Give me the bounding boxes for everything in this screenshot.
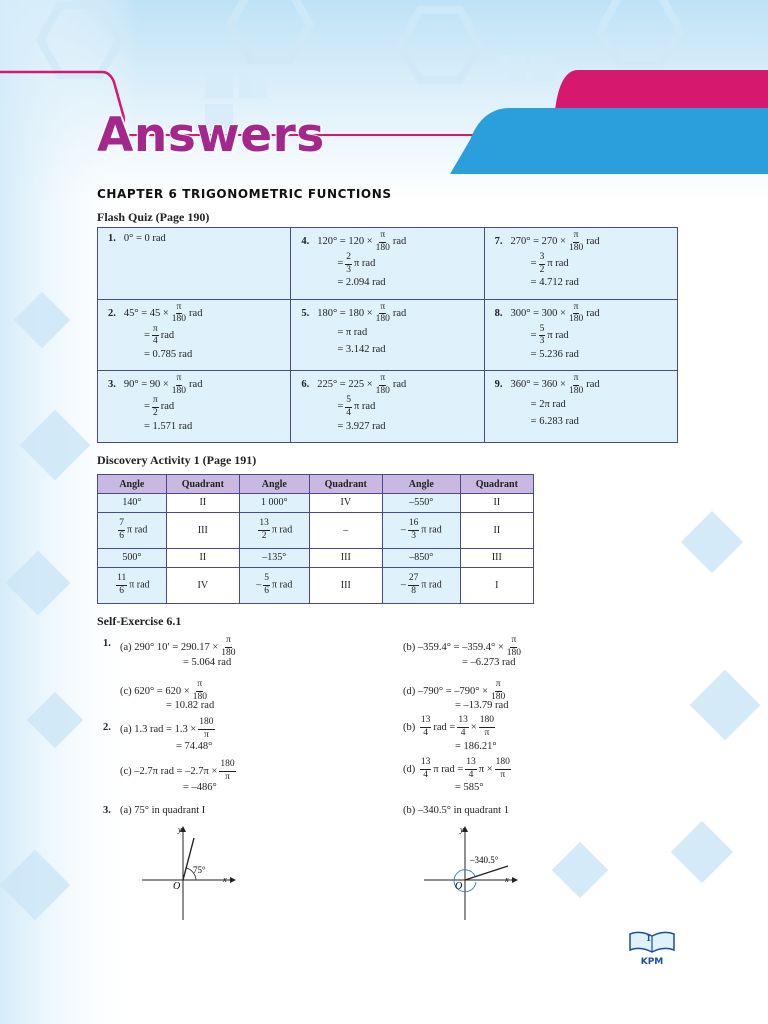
quiz-line — [495, 275, 673, 292]
quiz-expression: rad — [160, 329, 175, 341]
question-number: 1. — [108, 233, 116, 245]
quiz-expression: = — [337, 401, 344, 413]
quadrant-cell: II — [460, 494, 533, 513]
quiz-line — [301, 253, 479, 275]
quadrant-cell: III — [309, 567, 382, 603]
column-header: Quadrant — [166, 475, 239, 494]
quiz-expression: 45° = 45 × — [123, 307, 169, 319]
quadrant-cell: II — [166, 494, 239, 513]
quiz-expression: 180° = 180 × — [317, 307, 373, 319]
fraction: $\frac{13}{4}$ — [466, 757, 476, 780]
quiz-line — [301, 275, 479, 292]
unit-label: rad — [392, 307, 407, 319]
quadrant-cell: II — [166, 548, 239, 567]
quiz-expression: = — [530, 329, 537, 341]
quiz-line — [495, 347, 673, 364]
column-header: Quadrant — [309, 475, 382, 494]
q3b-text: (b) –340.5° in quadrant 1 — [403, 805, 509, 816]
quiz-cell — [484, 371, 677, 443]
page-number: 1 — [646, 933, 651, 944]
quiz-line — [495, 325, 673, 347]
q2c-line2: = –486° — [183, 782, 217, 793]
column-header: Angle — [382, 475, 460, 494]
fraction: $\frac{\pi}{180}$ — [568, 230, 584, 253]
quiz-expression: rad — [160, 401, 175, 413]
q1d-line1: (d) –790° = –790° × $\frac{\pi}{180}$ — [403, 679, 506, 702]
fraction: $\frac{27}{8}$ — [408, 573, 419, 596]
quiz-line — [301, 342, 479, 359]
column-header: Angle — [98, 475, 167, 494]
discovery-title: Discovery Activity 1 (Page 191) — [97, 453, 257, 467]
q1b-line1: (b) –359.4° = –359.4° × $\frac{\pi}{180}$ — [403, 635, 521, 658]
fraction: $\frac{3}{2}$ — [539, 252, 545, 275]
quiz-line — [108, 396, 286, 418]
q3-number: 3. — [103, 805, 111, 816]
x-axis-label: x — [223, 875, 227, 884]
q1c-line1: (c) 620° = 620 × $\frac{\pi}{180}$ — [120, 679, 207, 702]
quiz-line — [301, 418, 479, 435]
fraction: $\frac{180}{\pi}$ — [479, 715, 495, 738]
angle-cell: – $\frac{5}{6}$ π rad — [239, 567, 309, 603]
quiz-expression: 0° = 0 rad — [123, 233, 166, 245]
self-exercise-title: Self-Exercise 6.1 — [97, 614, 182, 628]
flash-quiz-table — [97, 227, 678, 443]
angle-cell: 1 000° — [239, 494, 309, 513]
quiz-line — [108, 325, 286, 347]
quadrant-cell: IV — [309, 494, 382, 513]
quiz-cell — [484, 228, 677, 300]
fraction: $\frac{\pi}{180}$ — [568, 301, 584, 325]
quiz-expression: 300° = 300 × — [510, 307, 566, 319]
quiz-line — [301, 374, 479, 396]
table-header-row — [98, 475, 534, 494]
unit-label: rad — [392, 235, 407, 247]
angle-label: –340.5° — [470, 855, 499, 865]
quiz-line — [108, 374, 286, 396]
fraction: $\frac{180}{\pi}$ — [220, 759, 235, 782]
question-number: 6. — [301, 379, 310, 391]
fraction: $\frac{13}{4}$ — [420, 715, 431, 738]
origin-label: O — [455, 881, 463, 892]
q2c-line1: (c) –2.7π rad = –2.7π × $\frac{180}{\pi}$ — [120, 759, 235, 782]
fraction: $\frac{13}{2}$ — [259, 518, 269, 541]
quadrant-cell: III — [166, 512, 239, 548]
book-icon — [624, 928, 680, 954]
quiz-line — [301, 396, 479, 418]
quiz-result: = 1.571 rad — [144, 420, 193, 432]
y-axis-label: y — [178, 825, 182, 834]
quiz-cell — [484, 299, 677, 371]
question-number: 2. — [108, 307, 116, 319]
table-row — [98, 371, 678, 443]
quiz-line — [495, 231, 673, 253]
quiz-expression: 120° = 120 × — [317, 235, 373, 247]
quiz-expression: = — [530, 257, 537, 269]
quiz-result: = 4.712 rad — [530, 277, 579, 289]
angle-cell: –550° — [382, 494, 460, 513]
chapter-heading: CHAPTER 6 TRIGONOMETRIC FUNCTIONS — [97, 187, 392, 201]
quiz-line — [495, 374, 673, 396]
quiz-cell — [291, 371, 484, 443]
fraction: $\frac{5}{6}$ — [264, 573, 269, 596]
quiz-cell — [98, 371, 291, 443]
angle-cell: $\frac{7}{6}$ π rad — [98, 512, 167, 548]
quiz-expression: = 2π rad — [530, 398, 566, 410]
fraction: $\frac{\pi}{180}$ — [506, 635, 521, 658]
quiz-line — [301, 325, 479, 342]
question-number: 5. — [301, 307, 310, 319]
origin-label: O — [173, 881, 181, 892]
quiz-expression: = — [144, 401, 150, 413]
angle-cell: –850° — [382, 548, 460, 567]
quiz-expression: π rad — [547, 257, 569, 269]
fraction: $\frac{\pi}{180}$ — [171, 301, 187, 325]
unit-label: rad — [189, 379, 203, 391]
quiz-cell — [98, 299, 291, 371]
fraction: $\frac{\pi}{4}$ — [152, 323, 158, 347]
quiz-line — [108, 303, 286, 325]
fraction: $\frac{180}{\pi}$ — [199, 717, 214, 740]
fraction: $\frac{\pi}{180}$ — [221, 635, 236, 658]
angle-cell: 140° — [98, 494, 167, 513]
quadrant-cell: III — [309, 548, 382, 567]
table-row — [98, 228, 678, 300]
table-row — [98, 548, 534, 567]
q1-number: 1. — [103, 638, 111, 649]
logo-text: KPM — [640, 957, 664, 967]
angle-graph-75 — [138, 822, 238, 922]
question-number: 3. — [108, 379, 116, 391]
unit-label: rad — [586, 307, 600, 319]
quiz-result: = 6.283 rad — [530, 415, 579, 427]
q1d-line2: = –13.79 rad — [455, 700, 509, 711]
quiz-expression: 270° = 270 × — [510, 235, 566, 247]
angle-graph-neg340 — [420, 822, 520, 922]
fraction: $\frac{11}{6}$ — [117, 573, 127, 596]
quiz-line — [108, 231, 286, 248]
quiz-line — [108, 418, 286, 435]
quiz-result: = 3.142 rad — [337, 344, 386, 356]
angle-cell: – $\frac{16}{3}$ π rad — [382, 512, 460, 548]
quiz-line — [495, 396, 673, 413]
fraction: $\frac{\pi}{180}$ — [171, 373, 187, 396]
flash-quiz-title: Flash Quiz (Page 190) — [97, 210, 210, 224]
quadrant-cell: II — [460, 512, 533, 548]
x-axis-label: x — [505, 875, 509, 884]
q1c-line2: = 10.82 rad — [166, 700, 215, 711]
question-number: 8. — [494, 307, 503, 319]
fraction: $\frac{\pi}{180}$ — [375, 301, 390, 325]
fraction: $\frac{5}{3}$ — [539, 323, 545, 347]
unit-label: rad — [392, 379, 407, 391]
angle-cell: $\frac{11}{6}$ π rad — [98, 567, 167, 603]
quadrant-cell: III — [460, 548, 533, 567]
question-number: 7. — [494, 235, 503, 247]
quiz-expression: 225° = 225 × — [317, 379, 373, 391]
fraction: $\frac{\pi}{180}$ — [568, 373, 584, 396]
quiz-expression: π rad — [547, 329, 569, 341]
angle-cell: 500° — [98, 548, 167, 567]
q2-number: 2. — [103, 722, 111, 733]
quiz-expression: 360° = 360 × — [510, 379, 566, 391]
fraction: $\frac{180}{\pi}$ — [495, 757, 510, 780]
question-number: 4. — [301, 235, 310, 247]
discovery-table — [97, 474, 534, 604]
q1b-line2: = –6.273 rad — [462, 657, 516, 668]
quiz-line — [495, 413, 673, 430]
angle-cell: – $\frac{27}{8}$ π rad — [382, 567, 460, 603]
q1a-line1: (a) 290° 10′ = 290.17 × $\frac{\pi}{180}$ — [120, 635, 236, 658]
quiz-line — [495, 303, 673, 325]
quiz-cell — [291, 228, 484, 300]
fraction: $\frac{16}{3}$ — [408, 518, 419, 541]
column-header: Angle — [239, 475, 309, 494]
quiz-cell — [98, 228, 291, 300]
y-axis-label: y — [460, 825, 464, 834]
table-row — [98, 567, 534, 603]
q2a-line2: = 74.48° — [176, 741, 213, 752]
quiz-expression: π rad — [354, 257, 376, 269]
unit-label: rad — [586, 235, 600, 247]
q2b-line1: (b) $\frac{13}{4}$ rad = $\frac{13}{4}$ × $\frac{180}{\pi}$ — [403, 715, 495, 738]
quiz-result: = 2.094 rad — [337, 277, 386, 289]
quiz-cell — [291, 299, 484, 371]
fraction: $\frac{\pi}{180}$ — [375, 373, 390, 396]
fraction: $\frac{\pi}{180}$ — [375, 230, 390, 253]
angle-label: 75° — [193, 865, 206, 875]
quiz-expression: π rad — [354, 401, 376, 413]
quiz-expression: = — [144, 329, 150, 341]
fraction: $\frac{\pi}{180}$ — [192, 679, 207, 702]
fraction: $\frac{13}{4}$ — [458, 715, 468, 738]
q1a-line2: = 5.064 rad — [183, 657, 232, 668]
table-row — [98, 494, 534, 513]
quiz-line — [495, 253, 673, 275]
fraction: $\frac{\pi}{2}$ — [152, 395, 158, 418]
page-title: Answers — [97, 108, 325, 163]
table-row — [98, 512, 534, 548]
q2d-line1: (d) $\frac{13}{4}$ π rad = $\frac{13}{4}$ π × $\frac{180}{\pi}$ — [403, 757, 510, 780]
quiz-result: = 0.785 rad — [144, 349, 193, 361]
q2b-line2: = 186.21° — [455, 741, 497, 752]
quadrant-cell: IV — [166, 567, 239, 603]
unit-label: rad — [586, 379, 600, 391]
quiz-expression: 90° = 90 × — [123, 379, 169, 391]
fraction: $\frac{13}{4}$ — [420, 757, 431, 780]
q3a-text: (a) 75° in quadrant I — [120, 805, 206, 816]
fraction: $\frac{\pi}{180}$ — [490, 679, 506, 702]
quiz-expression: = π rad — [337, 327, 368, 339]
quiz-line — [301, 231, 479, 253]
kpm-logo — [624, 928, 680, 967]
angle-cell: $\frac{13}{2}$ π rad — [239, 512, 309, 548]
column-header: Quadrant — [460, 475, 533, 494]
quadrant-cell: – — [309, 512, 382, 548]
unit-label: rad — [189, 307, 203, 319]
fraction: $\frac{2}{3}$ — [346, 252, 351, 275]
quiz-line — [108, 347, 286, 364]
fraction: $\frac{7}{6}$ — [119, 518, 125, 541]
quadrant-cell: I — [460, 567, 533, 603]
fraction: $\frac{5}{4}$ — [346, 395, 351, 418]
angle-cell: –135° — [239, 548, 309, 567]
quiz-line — [301, 303, 479, 325]
q2a-line1: (a) 1.3 rad = 1.3 × $\frac{180}{\pi}$ — [120, 717, 214, 740]
quiz-result: = 3.927 rad — [337, 420, 386, 432]
quiz-expression: = — [337, 257, 344, 269]
quiz-result: = 5.236 rad — [530, 349, 579, 361]
q2d-line2: = 585° — [455, 782, 484, 793]
question-number: 9. — [494, 379, 503, 391]
table-row — [98, 299, 678, 371]
